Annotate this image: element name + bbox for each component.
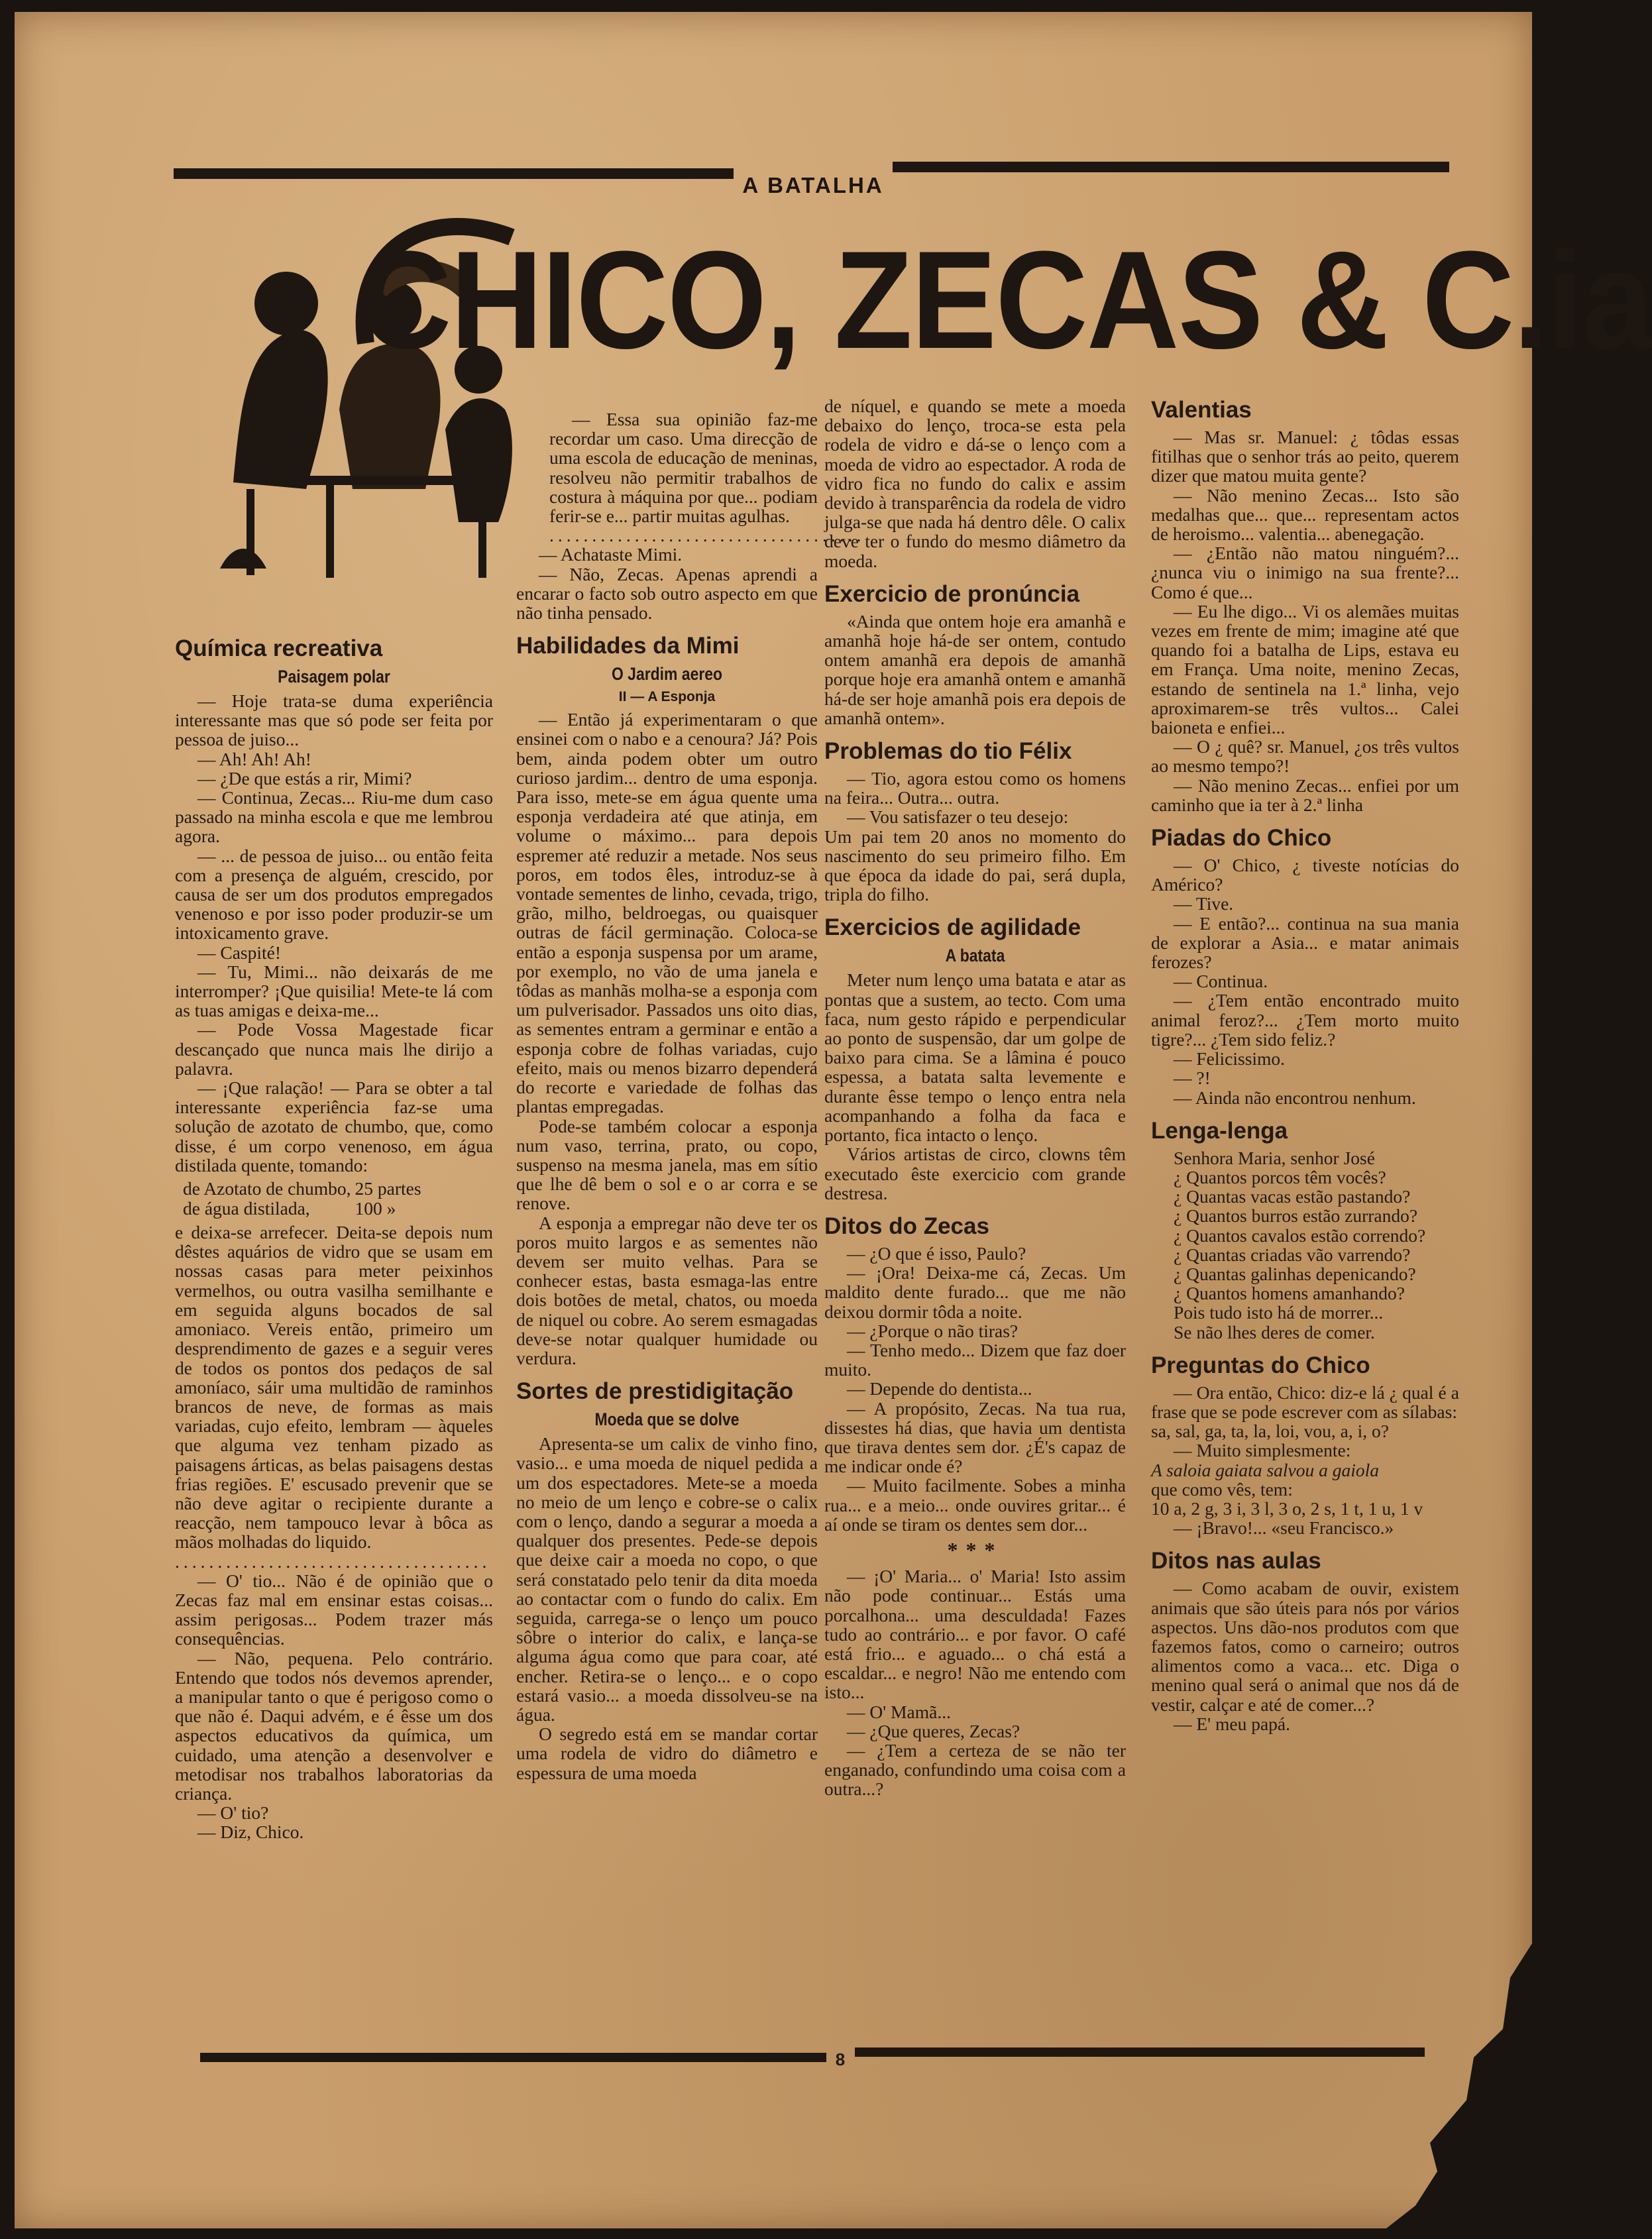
answer-italic: A saloia gaiata salvou a gaiola xyxy=(1151,1459,1380,1480)
paragraph: — Como acabam de ouvir, existem animais que são úteis para nós por vários aspectos. Uns dão-nos produtos com que fazemos fatos, como o carneiro; outros alimentos como a vaca... etc. Diga o menino qual será o animal que nos dá de vestir, calçar e até de comer...? xyxy=(1151,1578,1459,1715)
formula-item: de Azotato de chumbo, xyxy=(183,1178,351,1199)
formula-amount: 100 » xyxy=(355,1198,396,1219)
verse: Se não lhes deres de comer. xyxy=(1174,1321,1375,1342)
verse: ¿ Quantos porcos têm vocês? xyxy=(1174,1166,1386,1187)
column-1 xyxy=(175,625,493,1842)
section-title-sortes: Sortes de prestidigitação xyxy=(516,1378,794,1405)
paragraph: Vários artistas de circo, clowns têm executado êste exercicio com grande destresa. xyxy=(824,1144,1126,1203)
verse: Pois tudo isto há de morrer... xyxy=(1174,1302,1384,1323)
formula-item: de água distilada, xyxy=(183,1198,310,1219)
section-title-valentias: Valentias xyxy=(1151,397,1252,423)
subtitle-paisagem: Paisagem polar xyxy=(278,667,390,686)
formula-row xyxy=(183,1199,425,1219)
verse: ¿ Quantos burros estão zurrando? xyxy=(1174,1205,1418,1227)
section-title-habilidades: Habilidades da Mimi xyxy=(516,633,740,659)
paragraph: «Ainda que ontem hoje era amanhã e amanhã hoje há-de ser ontem, contudo ontem amanhã era depois de amanhã porque hoje era amanhã ontem e amanhã há-de ser hoje amanhã pois era depois de amanhã ontem». xyxy=(824,610,1126,728)
section-title-ditos-zecas: Ditos do Zecas xyxy=(824,1213,989,1239)
paragraph: — O ¿ quê? sr. Manuel, ¿os três vultos ao mesmo tempo?! xyxy=(1151,736,1459,777)
column-4 xyxy=(1151,386,1459,1733)
paragraph: de níquel, e quando se mete a moeda debaixo do lenço, troca-se esta pela rodela de vidro e dá-se o lenço com a moeda de vidro ao espectador. A roda de vidro fica no fundo do calix e assim devido à transparência da rodela de vidro julga-se que nada há dentro dêle. O calix deve ter o fundo do mesmo diâmetro da moeda. xyxy=(824,396,1126,571)
paragraph: — ¡Ora! Deixa-me cá, Zecas. Um maldito dente furado... que me não deixou dormir tôda a noite. xyxy=(824,1262,1126,1322)
verse: Senhora Maria, senhor José xyxy=(1174,1147,1375,1168)
paragraph: — ¿Então não matou ninguém?... ¿nunca viu o inimigo na sua frente?... Como é que... xyxy=(1151,543,1459,602)
verse: ¿ Quantos homens amanhando? xyxy=(1174,1283,1405,1304)
paragraph: — Não menino Zecas... enfiei por um caminho que ia ter à 2.ª linha xyxy=(1151,775,1459,815)
subtitle-moeda: Moeda que se dolve xyxy=(594,1409,740,1430)
header-rule-left xyxy=(174,168,734,179)
paragraph: — Muito simplesmente: xyxy=(1174,1440,1351,1461)
formula-table xyxy=(183,1179,425,1219)
footer-rule-right xyxy=(855,2048,1425,2057)
separator-dots: ..................................... xyxy=(175,1551,491,1572)
section-title-problemas: Problemas do tio Félix xyxy=(824,738,1072,765)
page-number: 8 xyxy=(835,2049,846,2069)
paragraph: — Tenho medo... Dizem que faz doer muito. xyxy=(824,1339,1126,1380)
paragraph: — Tio, agora estou como os homens na feira... Outra... outra. xyxy=(824,768,1126,808)
paragraph: — Caspité! xyxy=(197,942,282,963)
paragraph: — Ah! Ah! Ah! xyxy=(197,748,311,769)
section-title-lenga: Lenga-lenga xyxy=(1151,1117,1288,1144)
verse: ¿ Quantos cavalos estão correndo? xyxy=(1174,1225,1426,1246)
paragraph: — ¡Bravo!... «seu Francisco.» xyxy=(1174,1517,1394,1539)
paragraph: — A propósito, Zecas. Na tua rua, dissestes há dias, que havia um dentista que tirava dentes sem dor. ¿É's capaz de me indicar onde é? xyxy=(824,1397,1126,1477)
paragraph: — Então já experimentaram o que ensinei com o nabo e a cenoura? Já? Pois bem, ainda podem obter um outro curioso jardim... dentro de uma esponja. Para isso, mete-se em água quente uma esponja verdadeira até que atinja, em volume o máximo... para depois espremer até reduzir a metade. Nos seus poros, em todos êles, introduz-se à vontade sementes de linho, cevada, trigo, grão, milho, beldroegas, ou quaisquer outras de fácil germinação. Coloca-se então a esponja suspensa por um arame, por exemplo, no vão de uma janela e tôdas as manhãs molha-se a esponja com um pulverisador. Passados uns oito dias, as sementes entram a germinar e então a esponja cobre de folhas variadas, cujo efeito, mais ou menos bizarro dependerá do recorte e variedade de folhas das plantas empregadas. xyxy=(516,709,818,1117)
torn-corner xyxy=(1386,1943,1532,2228)
paragraph: que como vês, tem: xyxy=(1151,1478,1293,1500)
paragraph: A esponja a empregar não deve ter os poros muito largos e as sementes não devem ser muito velhas. Para se conhecer estas, basta esmaga-las entre dois botões de metal, chatos, ou moeda de niquel ou cobre. Ao serem esmagadas deve-se notar qualquer humidade ou verdura. xyxy=(516,1212,818,1368)
paragraph: 10 a, 2 g, 3 i, 3 l, 3 o, 2 s, 1 t, 1 u, 1 v xyxy=(1151,1498,1423,1519)
paragraph: — ¡O' Maria... o' Maria! Isto assim não pode continuar... Estás uma porcalhona... uma desculdada! Fazes tudo ao contrário... e por favor. O café está frio... e aguado... o chá está a escaldar... e negro! Não me entendo com isto... xyxy=(824,1566,1126,1703)
paragraph: — O' tio... Não é de opinião que o Zecas faz mal em ensinar estas coisas... assim perigosas... Podem trazer más consequências. xyxy=(175,1570,493,1649)
paragraph: — Hoje trata-se duma experiência interessante mas que só pode ser feita por pessoa de juiso... xyxy=(175,690,493,750)
formula-amount: 25 partes xyxy=(355,1178,421,1199)
section-title-agilidade: Exercicios de agilidade xyxy=(824,914,1081,941)
paragraph: e deixa-se arrefecer. Deita-se depois num dêstes aquários de vidro que se usam em nossas casas para meter peixinhos vermelhos, ou outra vasilha semilhante e em seguida alguns bocados de sal amoniaco. Vereis então, primeiro um desprendimento de gazes e a seguir veres de todos os pontos dos pedaços de sal amoníaco, sáir uma multidão de raminhos brancos de neve, de formas as mais variadas, cujo efeito, lembram — àqueles que alguma vez tenham pizado as paisagens árticas, as belas paisagens destas frias regiões. E' escusado prevenir que se não deve agitar o recipiente durante a reacção, nem tampouco levar à bôca as mãos molhadas do liquido. xyxy=(175,1222,493,1553)
paragraph: — Muito facilmente. Sobes a minha rua... e a meio... onde ouvires gritar... é aí onde se tiram os dentes sem dor... xyxy=(824,1475,1126,1535)
paragraph: — Ora então, Chico: diz-e lá ¿ qual é a frase que se pode escrever com as sílabas: xyxy=(1151,1382,1459,1422)
masthead-name: A BATALHA xyxy=(742,173,884,197)
paragraph: — ¿Tem então encontrado muito animal feroz?... ¿Tem morto muito tigre?... ¿Tem sido feliz.? xyxy=(1151,990,1459,1050)
stars-separator: *** xyxy=(947,1537,1003,1562)
paragraph: — Continua, Zecas... Riu-me dum caso passado na minha escola e que me lembrou agora. xyxy=(175,787,493,847)
subtitle-batata: A batata xyxy=(945,946,1005,966)
paragraph: — Continua. xyxy=(1174,971,1268,992)
section-title-quimica: Química recreativa xyxy=(175,635,383,661)
section-title-piadas: Piadas do Chico xyxy=(1151,825,1332,851)
paragraph: — O' Chico, ¿ tiveste notícias do Américo? xyxy=(1151,855,1459,895)
column-2 xyxy=(516,409,865,1783)
column-3 xyxy=(824,396,1126,1799)
paragraph: Pode-se também colocar a esponja num vaso, terrina, prato, ou copo, suspenso na mesma janela, mas em sítio que lhe dê bem o sol e o ar corra e se renove. xyxy=(516,1115,818,1214)
verse: ¿ Quantas criadas vão varrendo? xyxy=(1174,1244,1411,1265)
footer-rule-left xyxy=(200,2053,826,2062)
paragraph: — Achataste Mimi. xyxy=(539,544,683,565)
paragraph: — O' tio? xyxy=(197,1802,269,1824)
paragraph: — ¿Tem a certeza de se não ter enganado, confundindo uma coisa com a outra...? xyxy=(824,1739,1126,1800)
paragraph: — Tu, Mimi... não deixarás de me interromper? ¡Que quisilia! Mete-te lá com as tuas amigas e deixa-me... xyxy=(175,961,493,1021)
paragraph: — Ainda não encontrou nenhum. xyxy=(1174,1087,1416,1108)
paragraph: — ¿Porque o não tiras? xyxy=(847,1320,1019,1341)
paragraph: — Tive. xyxy=(1174,893,1234,914)
paragraph: — Vou satisfazer o teu desejo: xyxy=(847,806,1069,828)
paragraph: — Pode Vossa Magestade ficar descançado que nunca mais lhe dirijo a palavra. xyxy=(175,1019,493,1079)
paragraph: — Eu lhe digo... Vi os alemães muitas vezes em frente de mim; imagine até que quando foi a batalha de Lips, estava eu em França. Uma noite, menino Zecas, estando de sentinela na 1.ª linha, vejo aproximarem-se três vultos... Calei baioneta e enfiei... xyxy=(1151,600,1459,738)
paragraph: — O' Mamã... xyxy=(847,1701,951,1722)
paragraph: — E' meu papá. xyxy=(1174,1713,1291,1734)
paragraph: — Não, pequena. Pelo contrário. Entendo que todos nós devemos aprender, a manipular tanto o que é perigoso como o que não é. Daqui advém, e é êsse um dos aspectos educativos da química, um cuidado, uma atenção a desenvolver e metodisar nos trabalhos laboratorias da criança. xyxy=(175,1647,493,1804)
paragraph: Um pai tem 20 anos no momento do nascimento do seu primeiro filho. Em que época da idade do pai, será dupla, tripla do filho. xyxy=(824,826,1126,905)
verse: ¿ Quantas vacas estão pastando? xyxy=(1174,1186,1411,1207)
paragraph: — ¿Que queres, Zecas? xyxy=(847,1720,1020,1741)
section-title-preguntas: Preguntas do Chico xyxy=(1151,1352,1370,1378)
verse: ¿ Quantas galinhas depenicando? xyxy=(1174,1263,1416,1284)
paragraph: — Essa sua opinião faz-me recordar um caso. Uma direcção de uma escola de educação de meninas, resolveu não permitir trabalhos de costura à máquina por que... podiam ferir-se e... partir muitas agulhas. xyxy=(549,409,818,527)
paragraph: — Depende do dentista... xyxy=(847,1378,1032,1399)
section-title-pronuncia: Exercicio de pronúncia xyxy=(824,580,1080,607)
header-rule-right xyxy=(893,162,1449,172)
paragraph: O segredo está em se mandar cortar uma rodela de vidro do diâmetro e espessura de uma moeda xyxy=(516,1723,818,1783)
paragraph: — ¡Que ralação! — Para se obter a tal interessante experiência faz-se uma solução de azotato de chumbo, que, como disse, é um corpo venenoso, em água distilada quente, tomando: xyxy=(175,1077,493,1175)
paragraph: — ¿De que estás a rir, Mimi? xyxy=(197,767,412,789)
separator-dots: ..................................... xyxy=(549,525,865,546)
paragraph: — Não, Zecas. Apenas aprendi a encarar o facto sob outro aspecto em que não tinha pensado. xyxy=(516,563,818,624)
paragraph: sa, sal, ga, ta, la, loi, vou, a, i, o? xyxy=(1151,1421,1389,1442)
paragraph: — Felicissimo. xyxy=(1174,1048,1286,1069)
paragraph: — E então?... continua na sua mania de explorar a Asia... e matar animais ferozes? xyxy=(1151,912,1459,973)
formula-row xyxy=(183,1179,425,1199)
paragraph: Apresenta-se um calix de vinho fino, vasio... e uma moeda de niquel pedida a um dos espectadores. Mete-se a moeda no meio de um lenço e cobre-se o calix com o lenço, dando a segurar a moeda a qualquer dos presentes. Pede-se depois que deixe cair a moeda no copo, o que será constatado pelo tenir da dita moeda ao contactar com o fundo do calix. Em seguida, carrega-se o lenço um pouco sôbre o interior do calix, e lança-se alguma água como que para coar, até encher. Retira-se o lenço... e o copo estará vasio... a moeda dissolveu-se na água. xyxy=(516,1433,818,1725)
paragraph: — Não menino Zecas... Isto são medalhas que... que... representam actos de heroismo... valentia... abenegação. xyxy=(1151,484,1459,545)
newspaper-page xyxy=(15,12,1652,2228)
paragraph: — ¿O que é isso, Paulo? xyxy=(847,1242,1026,1264)
subtitle-jardim: O Jardim aereo xyxy=(611,664,723,684)
paragraph: — Mas sr. Manuel: ¿ tôdas essas fitilhas que o senhor trás ao peito, querem dizer que matou muita gente? xyxy=(1151,427,1459,486)
page-title: CHICO, ZECAS & C.ia xyxy=(359,222,1652,378)
paragraph: — Diz, Chico. xyxy=(197,1822,304,1843)
paragraph: — ?! xyxy=(1174,1067,1211,1089)
subsubtitle-esponja: II — A Esponja xyxy=(618,689,716,705)
paragraph: Meter num lenço uma batata e atar as pontas que a sustem, ao tecto. Com uma faca, num gesto rápido e perpendicular ao ponto de suspensão, dar um golpe de baixo para cima. Se a lâmina é pouco espessa, a batata salta levemente e durante êsse tempo o lenço entra nela acompanhando a folha da faca e portanto, fica intacto o lenço. xyxy=(824,969,1126,1146)
section-title-ditos-aulas: Ditos nas aulas xyxy=(1151,1548,1321,1574)
paragraph: — ... de pessoa de juiso... ou então feita com a presença de alguém, crescido, por causa de ser um dos produtos empregados venenoso e por isso poder produzir-se um intoxicamento grave. xyxy=(175,845,493,944)
